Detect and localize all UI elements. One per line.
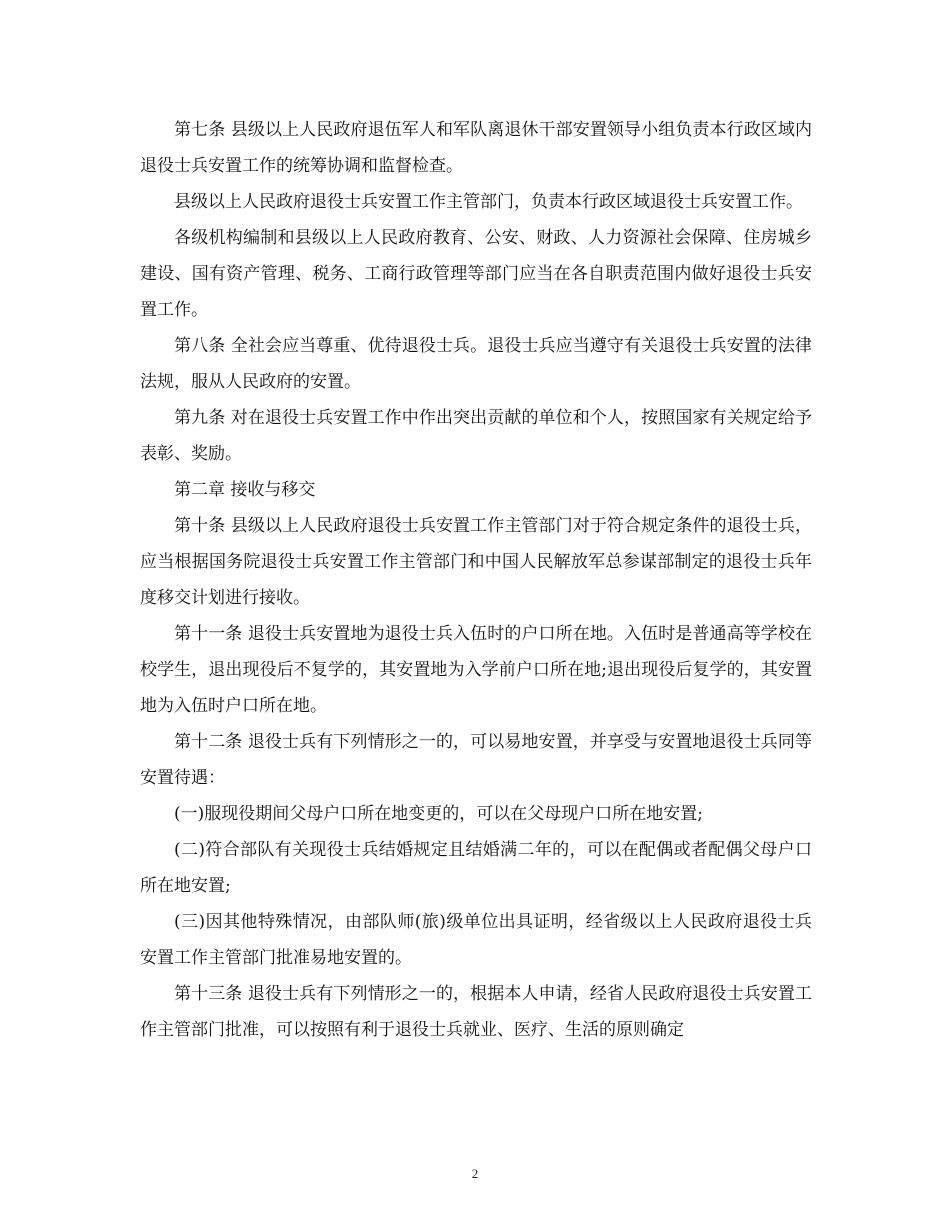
paragraph-article-13: 第十三条 退役士兵有下列情形之一的，根据本人申请，经省人民政府退役士兵安置工作主管部门批准，可以按照有利于退役士兵就业、医疗、生活的原则确定 <box>140 984 812 1040</box>
page-number: 2 <box>471 1166 479 1181</box>
paragraph-competent-department: 县级以上人民政府退役士兵安置工作主管部门，负责本行政区域退役士兵安置工作。 <box>174 192 803 212</box>
paragraph-article-12: 第十二条 退役士兵有下列情形之一的，可以易地安置，并享受与安置地退役士兵同等安置待遇： <box>140 732 812 788</box>
paragraph-article-11: 第十一条 退役士兵安置地为退役士兵入伍时的户口所在地。入伍时是普通高等学校在校学生，退出现役后不复学的，其安置地为入学前户口所在地;退出现役后复学的，其安置地为入伍时户口所在地。 <box>140 624 812 716</box>
paragraph-article-10: 第十条 县级以上人民政府退役士兵安置工作主管部门对于符合规定条件的退役士兵，应当根据国务院退役士兵安置工作主管部门和中国人民解放军总参谋部制定的退役士兵年度移交计划进行接收。 <box>140 516 812 608</box>
paragraph-article-9: 第九条 对在退役士兵安置工作中作出突出贡献的单位和个人，按照国家有关规定给予表彰、奖励。 <box>140 408 812 464</box>
list-item-2: (二)符合部队有关现役士兵结婚规定且结婚满二年的，可以在配偶或者配偶父母户口所在地安置; <box>140 840 812 896</box>
chapter-heading: 第二章 接收与移交 <box>174 480 316 500</box>
list-item-3: (三)因其他特殊情况，由部队师(旅)级单位出具证明，经省级以上人民政府退役士兵安置工作主管部门批准易地安置的。 <box>140 912 812 968</box>
paragraph-article-8: 第八条 全社会应当尊重、优待退役士兵。退役士兵应当遵守有关退役士兵安置的法律法规，服从人民政府的安置。 <box>140 336 812 392</box>
list-item-1: (一)服现役期间父母户口所在地变更的，可以在父母现户口所在地安置; <box>174 804 703 824</box>
document-body <box>140 112 812 1048</box>
paragraph-departments-duties: 各级机构编制和县级以上人民政府教育、公安、财政、人力资源社会保障、住房城乡建设、国有资产管理、税务、工商行政管理等部门应当在各自职责范围内做好退役士兵安置工作。 <box>140 228 812 320</box>
paragraph-article-7: 第七条 县级以上人民政府退伍军人和军队离退休干部安置领导小组负责本行政区域内退役士兵安置工作的统筹协调和监督检查。 <box>140 120 812 176</box>
